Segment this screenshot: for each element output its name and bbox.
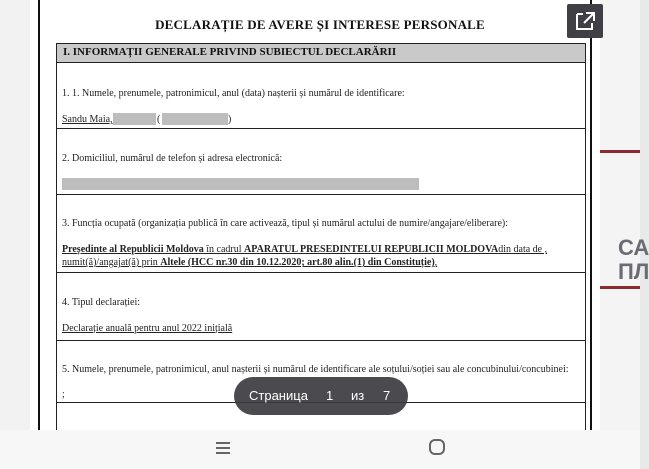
item1-paren-close: ): [228, 114, 232, 125]
page-label: Страница: [249, 388, 308, 403]
total-pages: 7: [383, 388, 391, 403]
item3-position-line: [62, 244, 547, 255]
item3-act: Altele (HCC nr.30 din 10.12.2020; art.80 alin.(1) din Constituție): [160, 257, 435, 268]
row-divider: [56, 340, 586, 341]
background-left: [0, 0, 30, 430]
item3-position: Președinte al Republicii Moldova: [62, 244, 204, 255]
row-divider: [56, 272, 586, 273]
item3-act-line: [62, 257, 437, 268]
background-accent-bottom: [600, 286, 640, 289]
background-side-text: СА ПЛ: [618, 235, 649, 284]
open-external-button[interactable]: [567, 4, 603, 38]
system-navigation-bar: [0, 430, 640, 469]
item3-connector: în cadrul: [203, 244, 245, 255]
document-title: DECLARAȚIE DE AVERE ȘI INTERESE PERSONALE: [155, 17, 485, 32]
menu-icon[interactable]: [216, 442, 230, 454]
item4-label: 4. Tipul declarației:: [62, 297, 141, 308]
item5-label: 5. Numele, prenumele, patronimicul, anul nașterii și numărul de identificare ale soțului/soției sau ale concubinului/concubinei:: [62, 364, 569, 375]
background-accent-top: [600, 150, 640, 153]
item3-appointed: numit(ă)/angajat(ă) prin: [62, 257, 161, 268]
redacted-block: [162, 113, 228, 125]
home-icon[interactable]: [429, 439, 445, 455]
page-indicator: [234, 377, 408, 415]
item3-label: 3. Funcția ocupată (organizația publică în care activează, tipul și numărul actului de numire/angajare/eliberare):: [62, 218, 509, 229]
background-right: [600, 0, 649, 430]
item5-value: ;: [62, 389, 65, 400]
item1-label: 1. 1. Numele, prenumele, patronimicul, anul (data) nașterii și numărul de identificare:: [62, 88, 405, 99]
redacted-block: [113, 113, 156, 125]
item2-label: 2. Domiciliul, numărul de telefon și adresa electronică:: [62, 153, 283, 164]
open-in-new-icon: [567, 4, 603, 38]
item1-name: Sandu Maia,: [62, 114, 113, 125]
item3-date: din data de ,: [498, 244, 548, 255]
row-divider: [56, 128, 586, 129]
item4-value: Declarație anuală pentru anul 2022 inițială: [62, 323, 233, 334]
item3-organization: APARATUL PRESEDINTELUI REPUBLICII MOLDOVA: [244, 244, 499, 255]
current-page: 1: [326, 388, 334, 403]
item1-paren-open: (: [157, 114, 161, 125]
section-heading: I. INFORMAȚII GENERALE PRIVIND SUBIECTUL DECLARĂRII: [56, 43, 586, 63]
redacted-block: [62, 178, 419, 190]
item3-comma: ,: [434, 257, 438, 268]
page-separator: из: [351, 388, 365, 403]
row-divider: [56, 194, 586, 195]
